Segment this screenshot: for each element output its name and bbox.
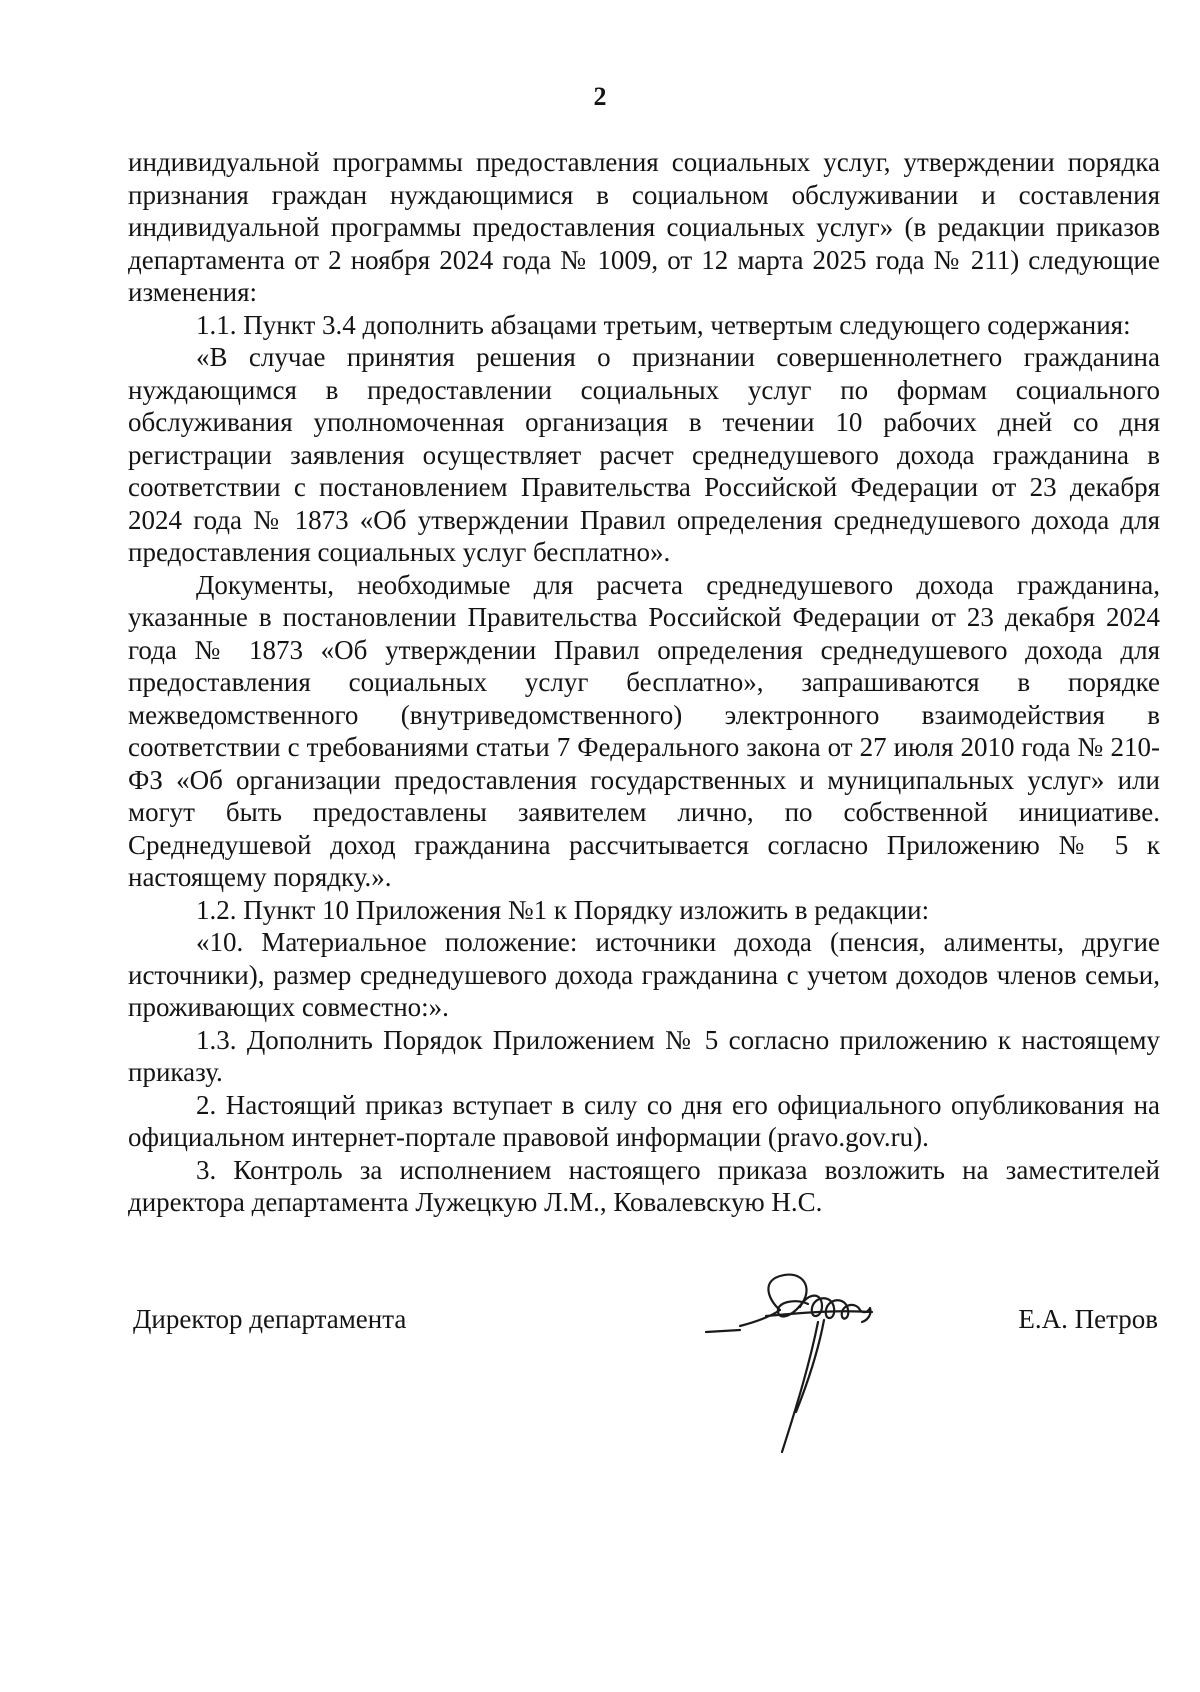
paragraph-item-3: 3. Контроль за исполнением настоящего приказа возложить на заместителей директора департамента Лужецкую Л.М., Ковалевскую Н.С. <box>128 1154 1160 1217</box>
paragraph-item-1-2: 1.2. Пункт 10 Приложения №1 к Порядку изложить в редакции: <box>196 894 930 925</box>
paragraph-item-2: 2. Настоящий приказ вступает в силу со дня его официального опубликования на официальном интернет-портале правовой информации (pravo.gov.ru). <box>128 1089 1160 1152</box>
paragraph-intro: индивидуальной программы предоставления социальных услуг, утверждении порядка признания граждан нуждающимися в социальном обслуживании и составления индивидуальной программы предоставления социальных услуг» (в редакции приказов департамента от 2 ноября 2024 года № 1009, от 12 марта 2025 года № 211) следующие изменения: <box>128 147 1160 307</box>
signature-block <box>133 1304 1158 1344</box>
paragraph-item-1-1: 1.1. Пункт 3.4 дополнить абзацами третьим, четвертым следующего содержания: <box>196 309 1131 340</box>
paragraph-quote-1: «В случае принятия решения о признании совершеннолетнего гражданина нуждающимся в предоставлении социальных услуг по формам социального обслуживания уполномоченная организация в течении 10 рабочих дней со дня регистрации заявления осуществляет расчет среднедушевого дохода гражданина в соответствии с постановлением Правительства Российской Федерации от 23 декабря 2024 года № 1873 «Об утверждении Правил определения среднедушевого дохода для предоставления социальных услуг бесплатно». <box>128 342 1160 567</box>
signatory-title: Директор департамента <box>133 1304 407 1334</box>
signatory-name: Е.А. Петров <box>1018 1304 1158 1334</box>
page-number: 2 <box>593 82 607 111</box>
paragraph-item-1-3: 1.3. Дополнить Порядок Приложением № 5 согласно приложению к настоящему приказу. <box>128 1024 1160 1087</box>
handwritten-signature <box>700 1262 940 1462</box>
document-body <box>128 146 1160 1219</box>
paragraph-documents: Документы, необходимые для расчета среднедушевого дохода гражданина, указанные в постановлении Правительства Российской Федерации от 23 декабря 2024 года № 1873 «Об утверждении Правил определения среднедушевого дохода для предоставления социальных услуг бесплатно», запрашиваются в порядке межведомственного (внутриведомственного) электронного взаимодействия в соответствии с требованиями статьи 7 Федерального закона от 27 июля 2010 года № 210-ФЗ «Об организации предоставления государственных и муниципальных услуг» или могут быть предоставлены заявителем лично, по собственной инициативе. Среднедушевой доход гражданина рассчитывается согласно Приложению № 5 к настоящему порядку.». <box>128 569 1160 892</box>
paragraph-quote-2: «10. Материальное положение: источники дохода (пенсия, алименты, другие источники), размер среднедушевого дохода гражданина с учетом доходов членов семьи, проживающих совместно:». <box>128 927 1160 1022</box>
